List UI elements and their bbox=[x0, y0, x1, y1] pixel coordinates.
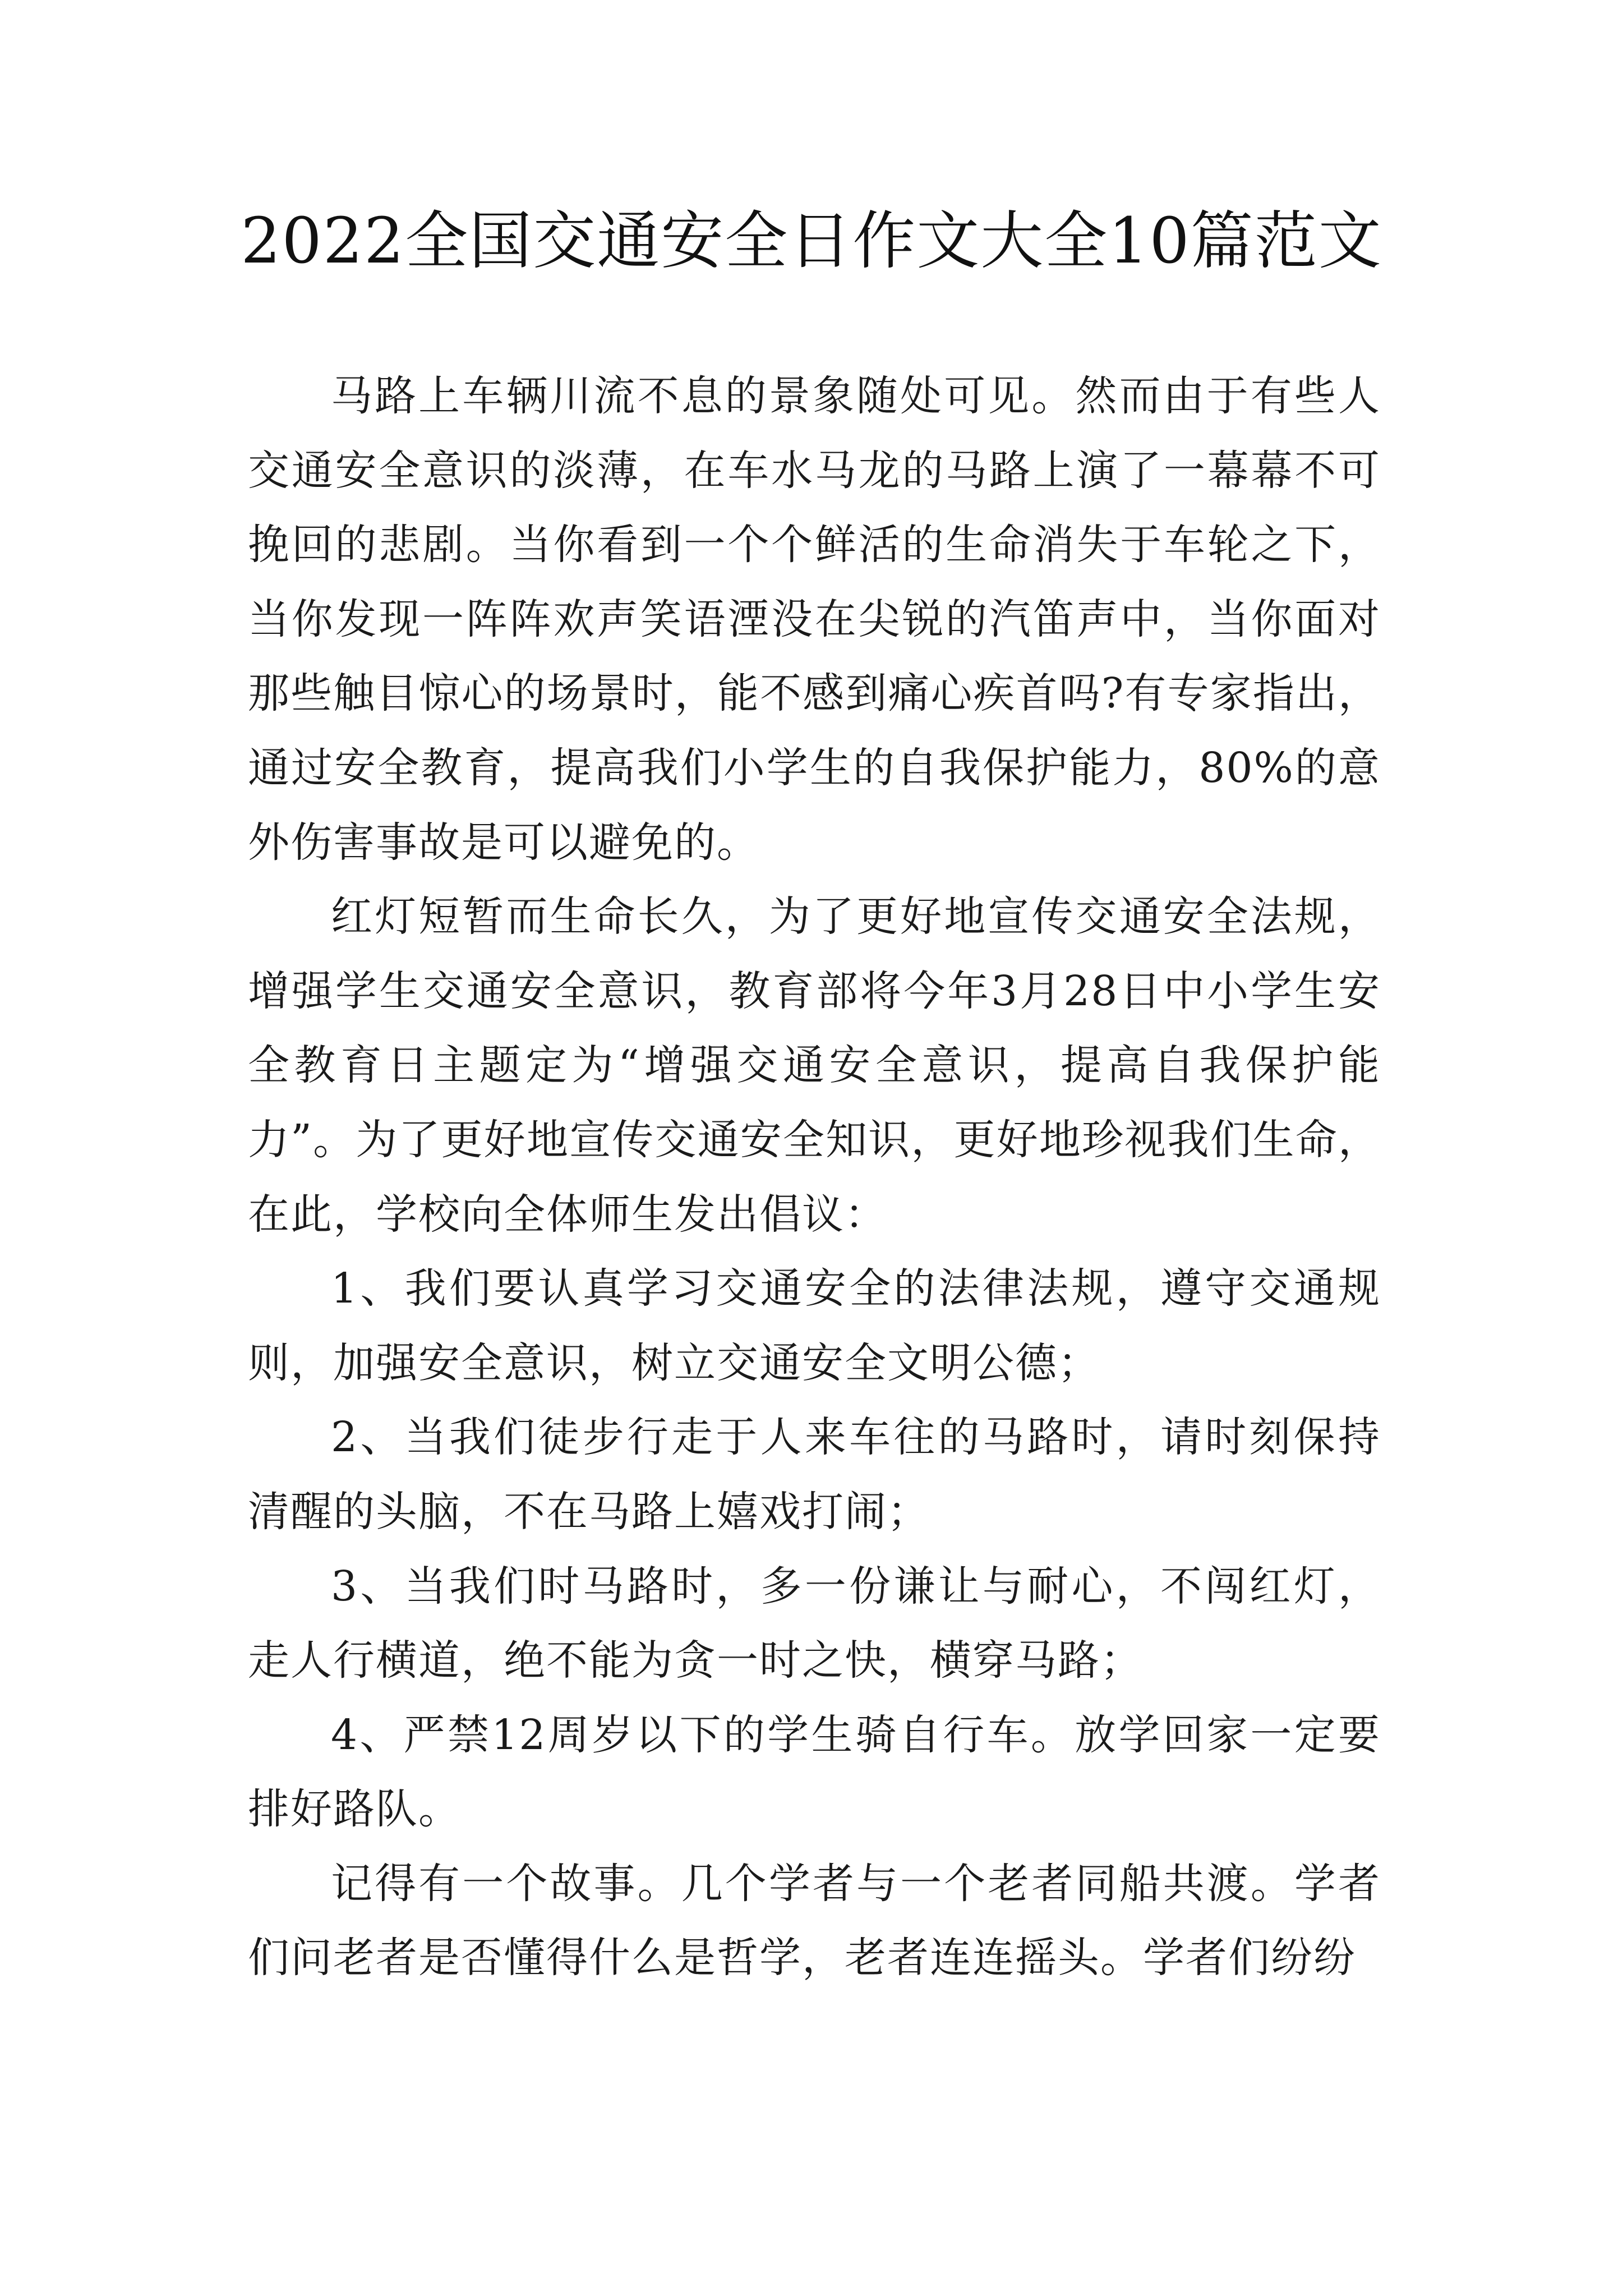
paragraph-story: 记得有一个故事。几个学者与一个老者同船共渡。学者们问老者是否懂得什么是哲学，老者连连摇头。学者们纷纷 bbox=[248, 1859, 1381, 1982]
paragraph-item-3: 3、当我们时马路时，多一份谦让与耐心，不闯红灯，走人行横道，绝不能为贪一时之快，横穿马路； bbox=[248, 1562, 1381, 1685]
paragraph-proposal: 红灯短暂而生命长久，为了更好地宣传交通安全法规，增强学生交通安全意识，教育部将今年3月28日中小学生安全教育日主题定为“增强交通安全意识，提高自我保护能力”。为了更好地宣传交通安全知识，更好地珍视我们生命，在此，学校向全体师生发出倡议： bbox=[248, 892, 1381, 1239]
page-title: 2022全国交通安全日作文大全10篇范文 bbox=[241, 205, 1382, 278]
paragraph-intro: 马路上车辆川流不息的景象随处可见。然而由于有些人交通安全意识的淡薄，在车水马龙的马路上演了一幕幕不可挽回的悲剧。当你看到一个个鲜活的生命消失于车轮之下，当你发现一阵阵欢声笑语湮没在尖锐的汽笛声中，当你面对那些触目惊心的场景时，能不感到痛心疾首吗?有专家指出，通过安全教育，提高我们小学生的自我保护能力，80%的意外伤害事故是可以避免的。 bbox=[248, 372, 1381, 867]
paragraph-item-1: 1、我们要认真学习交通安全的法律法规，遵守交通规则，加强安全意识，树立交通安全文明公德； bbox=[248, 1264, 1381, 1387]
paragraph-item-2: 2、当我们徒步行走于人来车往的马路时，请时刻保持清醒的头脑，不在马路上嬉戏打闹； bbox=[248, 1413, 1381, 1536]
paragraph-item-4: 4、严禁12周岁以下的学生骑自行车。放学回家一定要排好路队。 bbox=[248, 1710, 1381, 1834]
document-body bbox=[248, 359, 1381, 1995]
